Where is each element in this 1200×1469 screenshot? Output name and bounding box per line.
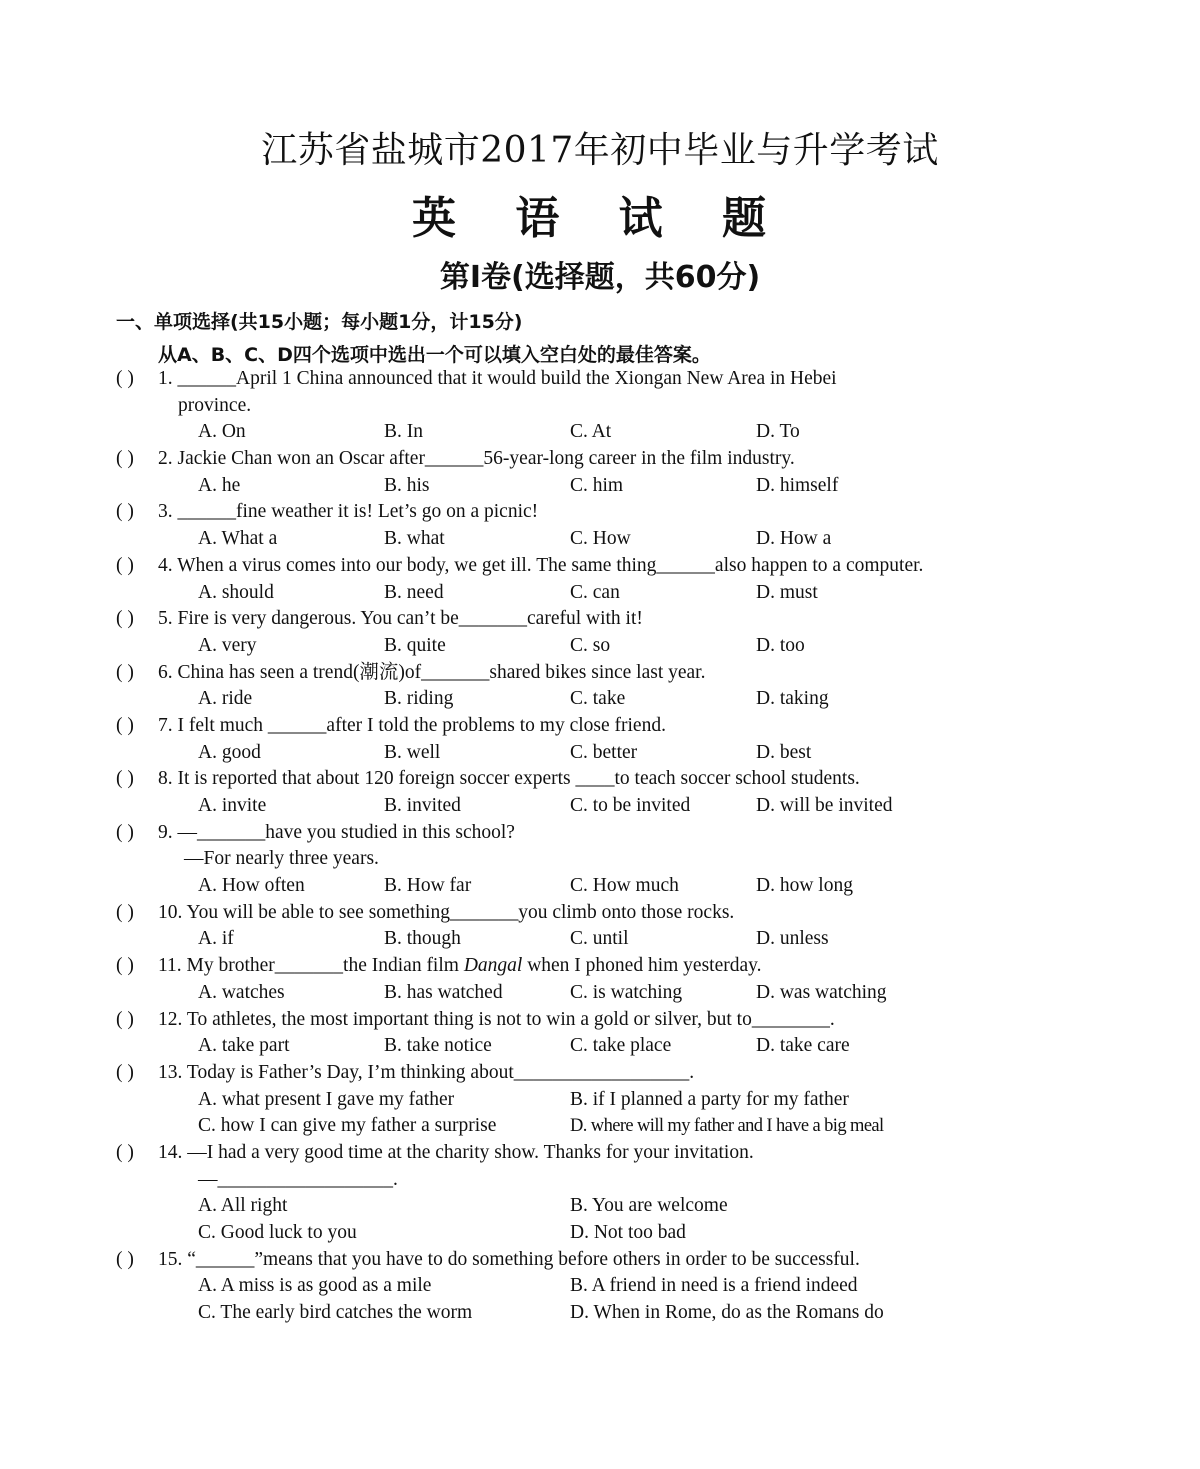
option-a: A. very [198, 634, 257, 656]
answer-blank[interactable]: ( ) [116, 661, 134, 683]
option-a: A. A miss is as good as a mile [198, 1275, 432, 1297]
question-text: 14. —I had a very good time at the charity show. Thanks for your invitation. [158, 1141, 754, 1163]
question-12 [0, 1007, 1200, 1034]
question-text: 9. —_______have you studied in this school? [158, 821, 515, 843]
answer-blank[interactable]: ( ) [116, 768, 134, 790]
option-row [0, 980, 1200, 1007]
question-3 [0, 499, 1200, 526]
option-c: C. is watching [570, 981, 683, 1003]
option-b: B. what [384, 528, 445, 550]
question-8 [0, 766, 1200, 793]
option-b: B. take notice [384, 1035, 492, 1057]
question-continuation: province. [178, 394, 252, 416]
option-b: B. You are welcome [570, 1195, 728, 1217]
question-list [0, 366, 1200, 1327]
question-9 [0, 820, 1200, 847]
answer-blank[interactable]: ( ) [116, 1141, 134, 1163]
answer-blank[interactable]: ( ) [116, 554, 134, 576]
option-a: A. What a [198, 528, 278, 550]
question-text: 10. You will be able to see something_______you climb onto those rocks. [158, 901, 735, 923]
option-d: D. How a [756, 528, 832, 550]
option-row [0, 1193, 1200, 1220]
question-6 [0, 660, 1200, 687]
section-instruction: 从A、B、C、D四个选项中选出一个可以填入空白处的最佳答案。 [158, 344, 711, 366]
question-15 [0, 1247, 1200, 1274]
answer-blank[interactable]: ( ) [116, 368, 134, 389]
question-text: 4. When a virus comes into our body, we get ill. The same thing______also happen to a computer. [158, 554, 924, 576]
option-a: A. How often [198, 875, 305, 897]
option-a: A. invite [198, 795, 267, 816]
option-row [0, 1300, 1200, 1327]
question-text: 12. To athletes, the most important thing is not to win a gold or silver, but to________. [158, 1008, 835, 1030]
option-d: D. must [756, 581, 818, 603]
option-d: D. where will my father and I have a big meal [570, 1116, 884, 1137]
question-text: 13. Today is Father’s Day, I’m thinking about__________________. [158, 1061, 695, 1083]
option-c: C. to be invited [570, 795, 691, 816]
answer-blank[interactable]: ( ) [116, 1248, 134, 1270]
question-continuation: —__________________. [198, 1168, 398, 1190]
option-b: B. if I planned a party for my father [570, 1088, 849, 1110]
answer-blank[interactable]: ( ) [116, 1061, 134, 1083]
option-d: D. take care [756, 1035, 850, 1057]
option-c: C. can [570, 581, 620, 603]
option-row [0, 740, 1200, 767]
option-c: C. so [570, 634, 611, 656]
question-text: 1. ______April 1 China announced that it would build the Xiongan New Area in Hebei [158, 368, 837, 389]
option-b: B. quite [384, 634, 446, 656]
question-10 [0, 900, 1200, 927]
option-c: C. better [570, 741, 638, 763]
option-c: C. him [570, 474, 624, 496]
option-row [0, 580, 1200, 607]
option-b: B. How far [384, 875, 472, 897]
option-b: B. his [384, 474, 430, 496]
option-c: C. The early bird catches the worm [198, 1302, 473, 1324]
question-1 [0, 366, 1200, 393]
option-d: D. how long [756, 875, 853, 897]
option-d: D. too [756, 634, 805, 656]
exam-title: 江苏省盐城市2017年初中毕业与升学考试 [261, 130, 939, 171]
option-a: A. he [198, 474, 241, 496]
option-c: C. how I can give my father a surprise [198, 1115, 497, 1137]
question-continuation: —For nearly three years. [184, 848, 379, 870]
question-text: 8. It is reported that about 120 foreign soccer experts ____to teach soccer school students. [158, 768, 860, 790]
option-a: A. On [198, 421, 246, 443]
option-c: C. take place [570, 1035, 672, 1057]
answer-blank[interactable]: ( ) [116, 955, 134, 977]
option-c: C. How much [570, 875, 679, 897]
option-c: C. until [570, 928, 629, 950]
option-b: B. riding [384, 688, 454, 710]
question-11 [0, 953, 1200, 980]
option-d: D. taking [756, 688, 829, 710]
option-row [0, 633, 1200, 660]
option-b: B. invited [384, 795, 461, 816]
question-13 [0, 1060, 1200, 1087]
film-title: Dangal [463, 955, 523, 977]
option-b: B. well [384, 741, 441, 763]
option-a: A. take part [198, 1035, 290, 1057]
question-text: 11. My brother_______the Indian film Dangal when I phoned him yesterday. [158, 955, 762, 977]
answer-blank[interactable]: ( ) [116, 901, 134, 923]
question-14 [0, 1140, 1200, 1167]
option-row [0, 1273, 1200, 1300]
question-text: 3. ______fine weather it is! Let’s go on a picnic! [158, 501, 539, 523]
option-d: D. will be invited [756, 795, 893, 816]
option-d: D. was watching [756, 981, 887, 1003]
option-c: C. How [570, 528, 631, 550]
option-d: D. When in Rome, do as the Romans do [570, 1302, 884, 1324]
option-a: A. if [198, 928, 234, 950]
section-heading: 一、单项选择(共15小题；每小题1分，计15分) [116, 311, 523, 333]
option-c: C. take [570, 688, 626, 710]
option-row [0, 1087, 1200, 1114]
option-d: D. To [756, 421, 800, 443]
question-text: 7. I felt much ______after I told the problems to my close friend. [158, 714, 666, 736]
option-b: B. In [384, 421, 423, 443]
option-b: B. need [384, 581, 444, 603]
option-d: D. unless [756, 928, 829, 950]
answer-blank[interactable]: ( ) [116, 448, 134, 470]
question-text: 2. Jackie Chan won an Oscar after______56-year-long career in the film industry. [158, 448, 795, 470]
question-2 [0, 446, 1200, 473]
option-a: A. All right [198, 1195, 288, 1217]
option-c: C. Good luck to you [198, 1222, 357, 1243]
option-c: C. At [570, 421, 612, 443]
question-7 [0, 713, 1200, 740]
option-row [0, 1220, 1200, 1247]
option-d: D. himself [756, 474, 839, 496]
option-a: A. should [198, 581, 274, 603]
option-row [0, 873, 1200, 900]
question-5 [0, 606, 1200, 633]
option-a: A. what present I gave my father [198, 1088, 455, 1110]
option-row [0, 686, 1200, 713]
answer-blank[interactable]: ( ) [116, 608, 134, 630]
option-row [0, 926, 1200, 953]
option-a: A. ride [198, 688, 253, 710]
question-text: 15. “______”means that you have to do something before others in order to be successful. [158, 1248, 860, 1270]
option-b: B. has watched [384, 981, 503, 1003]
option-row [0, 1033, 1200, 1060]
question-text: 5. Fire is very dangerous. You can’t be_______careful with it! [158, 608, 643, 630]
answer-blank[interactable]: ( ) [116, 1008, 134, 1030]
question-4 [0, 553, 1200, 580]
option-d: D. best [756, 741, 812, 763]
answer-blank[interactable]: ( ) [116, 821, 134, 843]
option-row [0, 793, 1200, 820]
option-row [0, 526, 1200, 553]
volume-title: 第Ⅰ卷(选择题，共60分) [439, 260, 761, 295]
option-b: B. A friend in need is a friend indeed [570, 1275, 858, 1297]
answer-blank[interactable]: ( ) [116, 501, 134, 523]
option-row [0, 1113, 1200, 1140]
question-text: 6. China has seen a trend(潮流)of_______shared bikes since last year. [158, 661, 706, 683]
option-row [0, 473, 1200, 500]
answer-blank[interactable]: ( ) [116, 714, 134, 736]
option-row [0, 419, 1200, 446]
option-a: A. good [198, 741, 261, 763]
option-a: A. watches [198, 981, 285, 1003]
option-d: D. Not too bad [570, 1222, 686, 1243]
subject-title: 英 语 试 题 [412, 193, 788, 244]
option-b: B. though [384, 928, 461, 950]
